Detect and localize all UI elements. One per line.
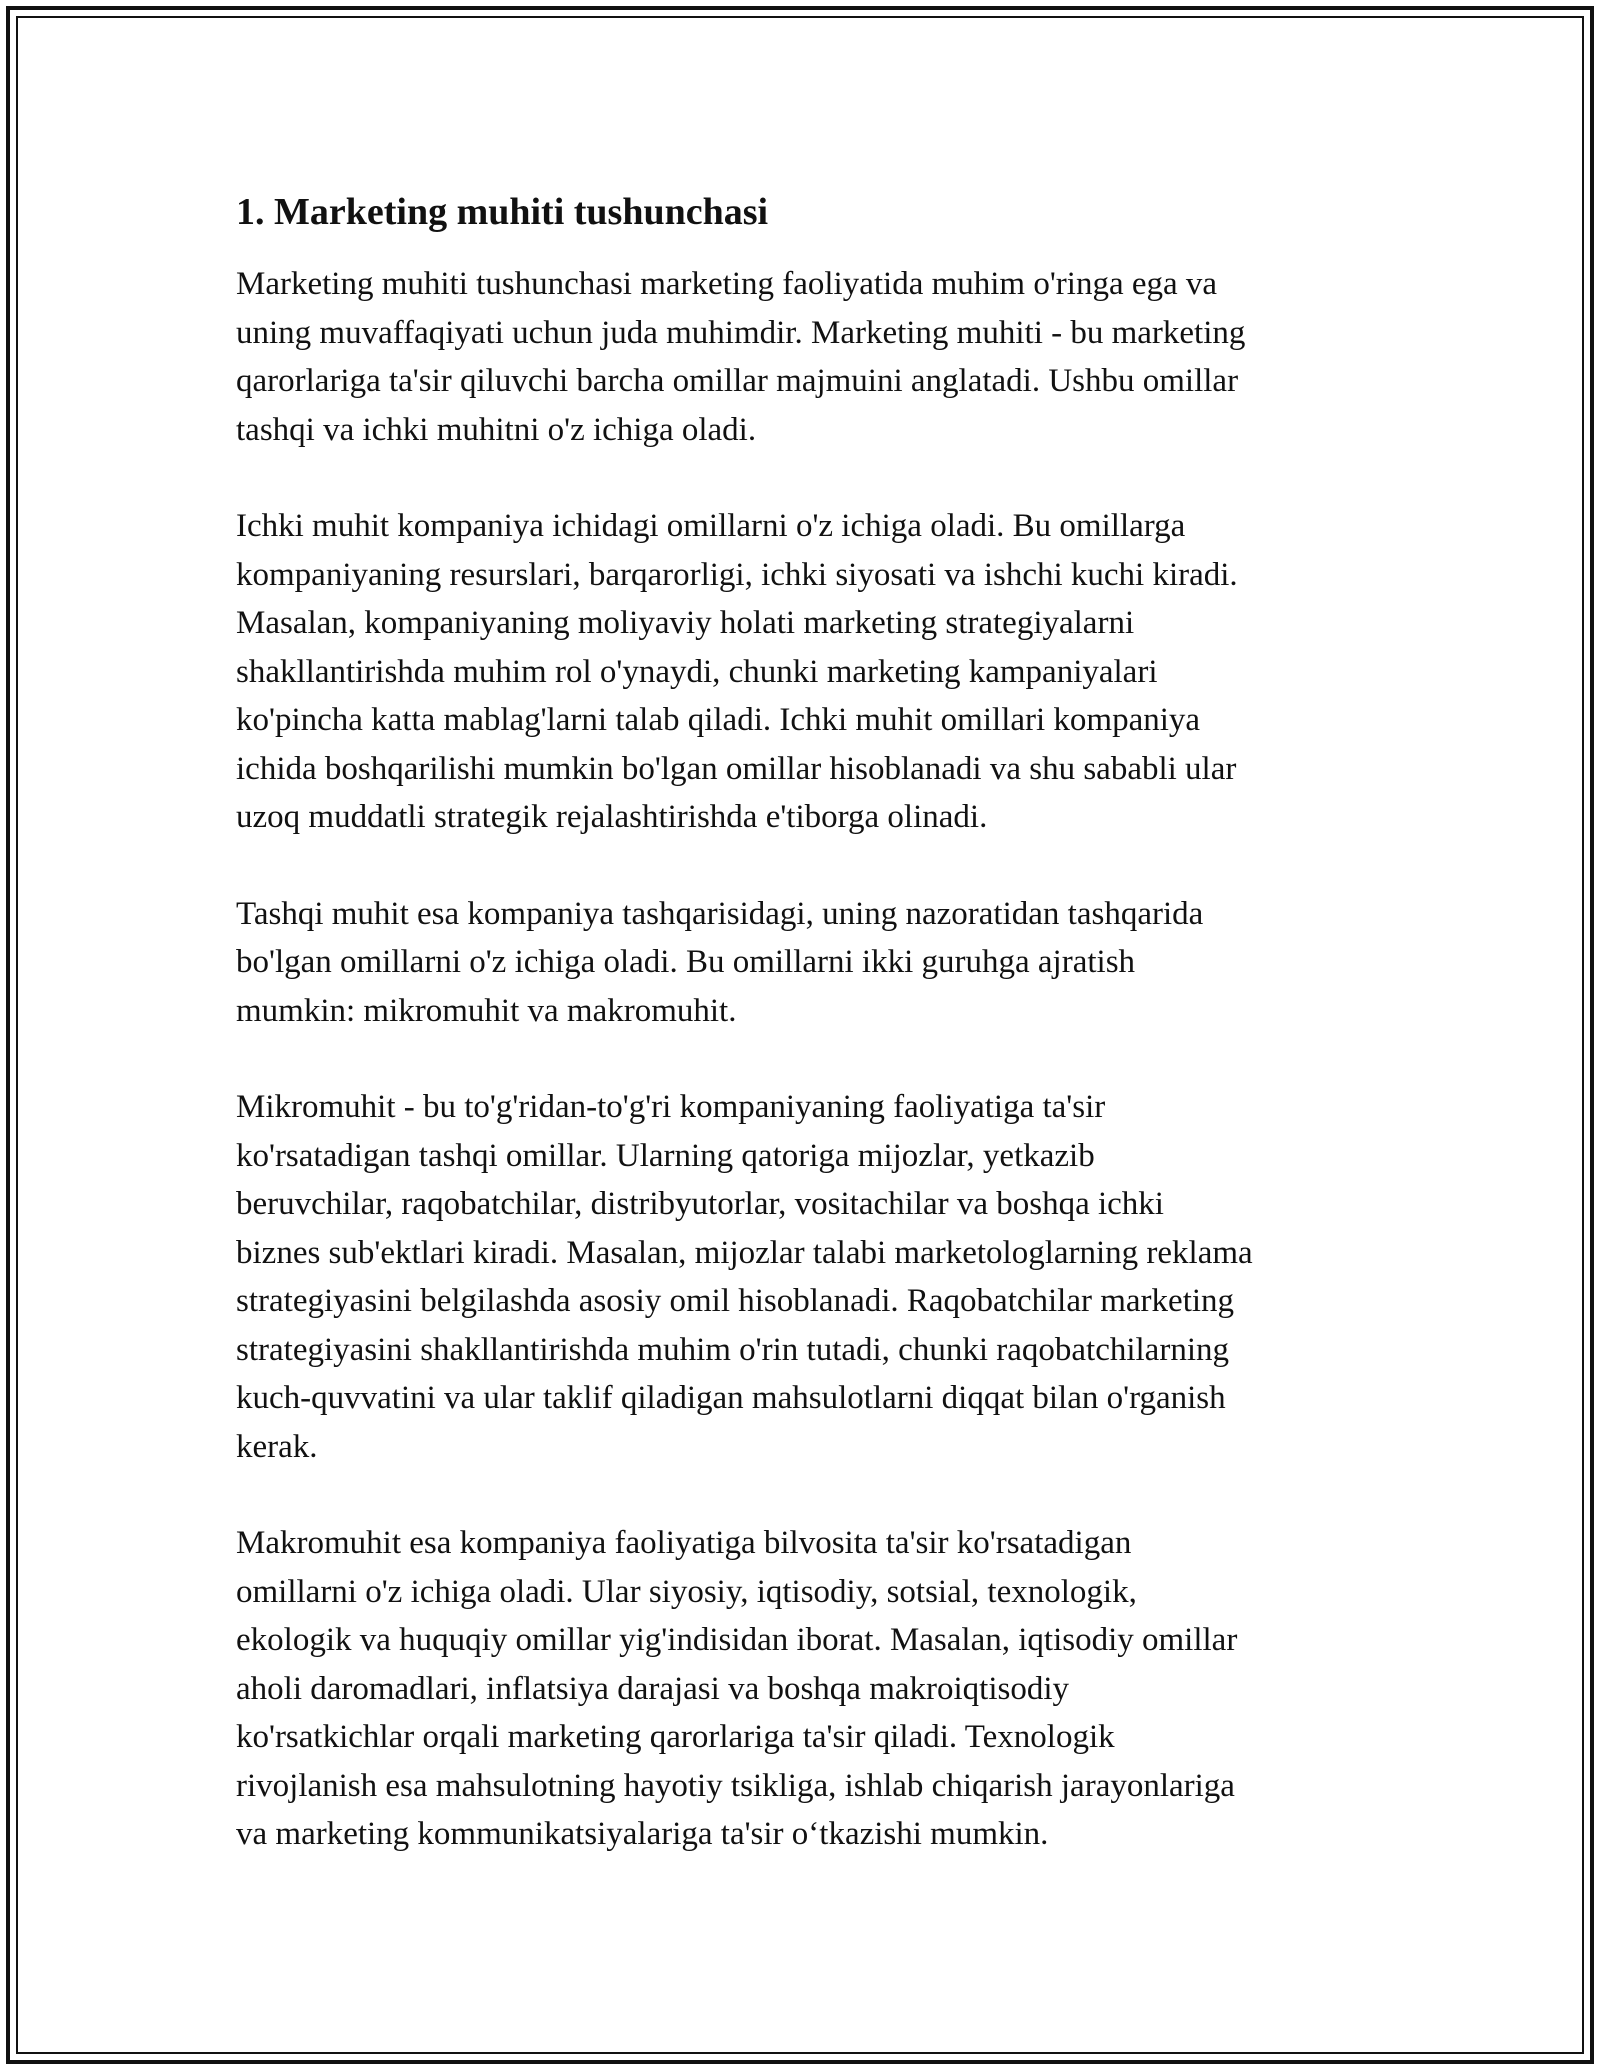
section-heading: 1. Marketing muhiti tushunchasi (236, 191, 769, 233)
paragraph-external-environment (236, 890, 1376, 1036)
paragraph-internal-environment (236, 502, 1376, 842)
text-line: aholi daromadlari, inflatsiya darajasi va boshqa makroiqtisodiy (236, 1670, 1070, 1707)
text-line: uning muvaffaqiyati uchun juda muhimdir. Marketing muhiti - bu marketing (236, 314, 1246, 351)
text-line: rivojlanish esa mahsulotning hayotiy tsikliga, ishlab chiqarish jarayonlariga (236, 1767, 1235, 1804)
text-line: ekologik va huquqiy omillar yig'indisidan iborat. Masalan, iqtisodiy omillar (236, 1622, 1238, 1658)
text-line: ichida boshqarilishi mumkin bo'lgan omillar hisoblanadi va shu sababli ular (236, 750, 1237, 787)
text-line: bo'lgan omillarni o'z ichiga oladi. Bu omillarni ikki guruhga ajratish (236, 944, 1136, 980)
text-line: strategiyasini belgilashda asosiy omil hisoblanadi. Raqobatchilar marketing (236, 1283, 1235, 1319)
text-line: qarorlariga ta'sir qiluvchi barcha omillar majmuini anglatadi. Ushbu omillar (236, 363, 1239, 399)
text-line: mumkin: mikromuhit va makromuhit. (236, 992, 737, 1029)
text-line: strategiyasini shakllantirishda muhim o'rin tutadi, chunki raqobatchilarning (236, 1331, 1229, 1368)
text-line: uzoq muddatli strategik rejalashtirishda e'tiborga olinadi. (236, 799, 988, 835)
paragraph-intro (236, 260, 1376, 454)
text-line: ko'rsatadigan tashqi omillar. Ularning qatoriga mijozlar, yetkazib (236, 1137, 1095, 1174)
text-line: Ichki muhit kompaniya ichidagi omillarni o'z ichiga oladi. Bu omillarga (236, 508, 1186, 544)
text-line: va marketing kommunikatsiyalariga ta'sir o‘tkazishi mumkin. (236, 1816, 1049, 1852)
text-line: biznes sub'ektlari kiradi. Masalan, mijozlar talabi marketologlarning reklama (236, 1234, 1253, 1271)
text-line: kuch-quvvatini va ular taklif qiladigan mahsulotlarni diqqat bilan o'rganish (236, 1380, 1226, 1416)
paragraph-macroenvironment (236, 1519, 1376, 1859)
text-line: Tashqi muhit esa kompaniya tashqarisidagi, uning nazoratidan tashqarida (236, 895, 1204, 932)
text-line: Mikromuhit - bu to'g'ridan-to'g'ri kompaniyaning faoliyatiga ta'sir (236, 1089, 1106, 1125)
paragraph-microenvironment (236, 1083, 1376, 1471)
text-line: kompaniyaning resurslari, barqarorligi, ichki siyosati va ishchi kuchi kiradi. (236, 556, 1238, 593)
text-line: ko'rsatkichlar orqali marketing qarorlariga ta'sir qiladi. Texnologik (236, 1719, 1115, 1755)
text-line: omillarni o'z ichiga oladi. Ular siyosiy, iqtisodiy, sotsial, texnologik, (236, 1573, 1137, 1610)
document-body (236, 186, 1376, 1907)
text-line: tashqi va ichki muhitni o'z ichiga oladi. (236, 411, 757, 448)
text-line: Masalan, kompaniyaning moliyaviy holati marketing strategiyalarni (236, 605, 1135, 641)
text-line: Marketing muhiti tushunchasi marketing faoliyatida muhim o'ringa ega va (236, 266, 1218, 302)
text-line: kerak. (236, 1428, 318, 1465)
text-line: beruvchilar, raqobatchilar, distribyutorlar, vositachilar va boshqa ichki (236, 1186, 1164, 1222)
text-line: ko'pincha katta mablag'larni talab qiladi. Ichki muhit omillari kompaniya (236, 702, 1201, 738)
text-line: shakllantirishda muhim rol o'ynaydi, chunki marketing kampaniyalari (236, 653, 1158, 690)
text-line: Makromuhit esa kompaniya faoliyatiga bilvosita ta'sir ko'rsatadigan (236, 1525, 1132, 1561)
